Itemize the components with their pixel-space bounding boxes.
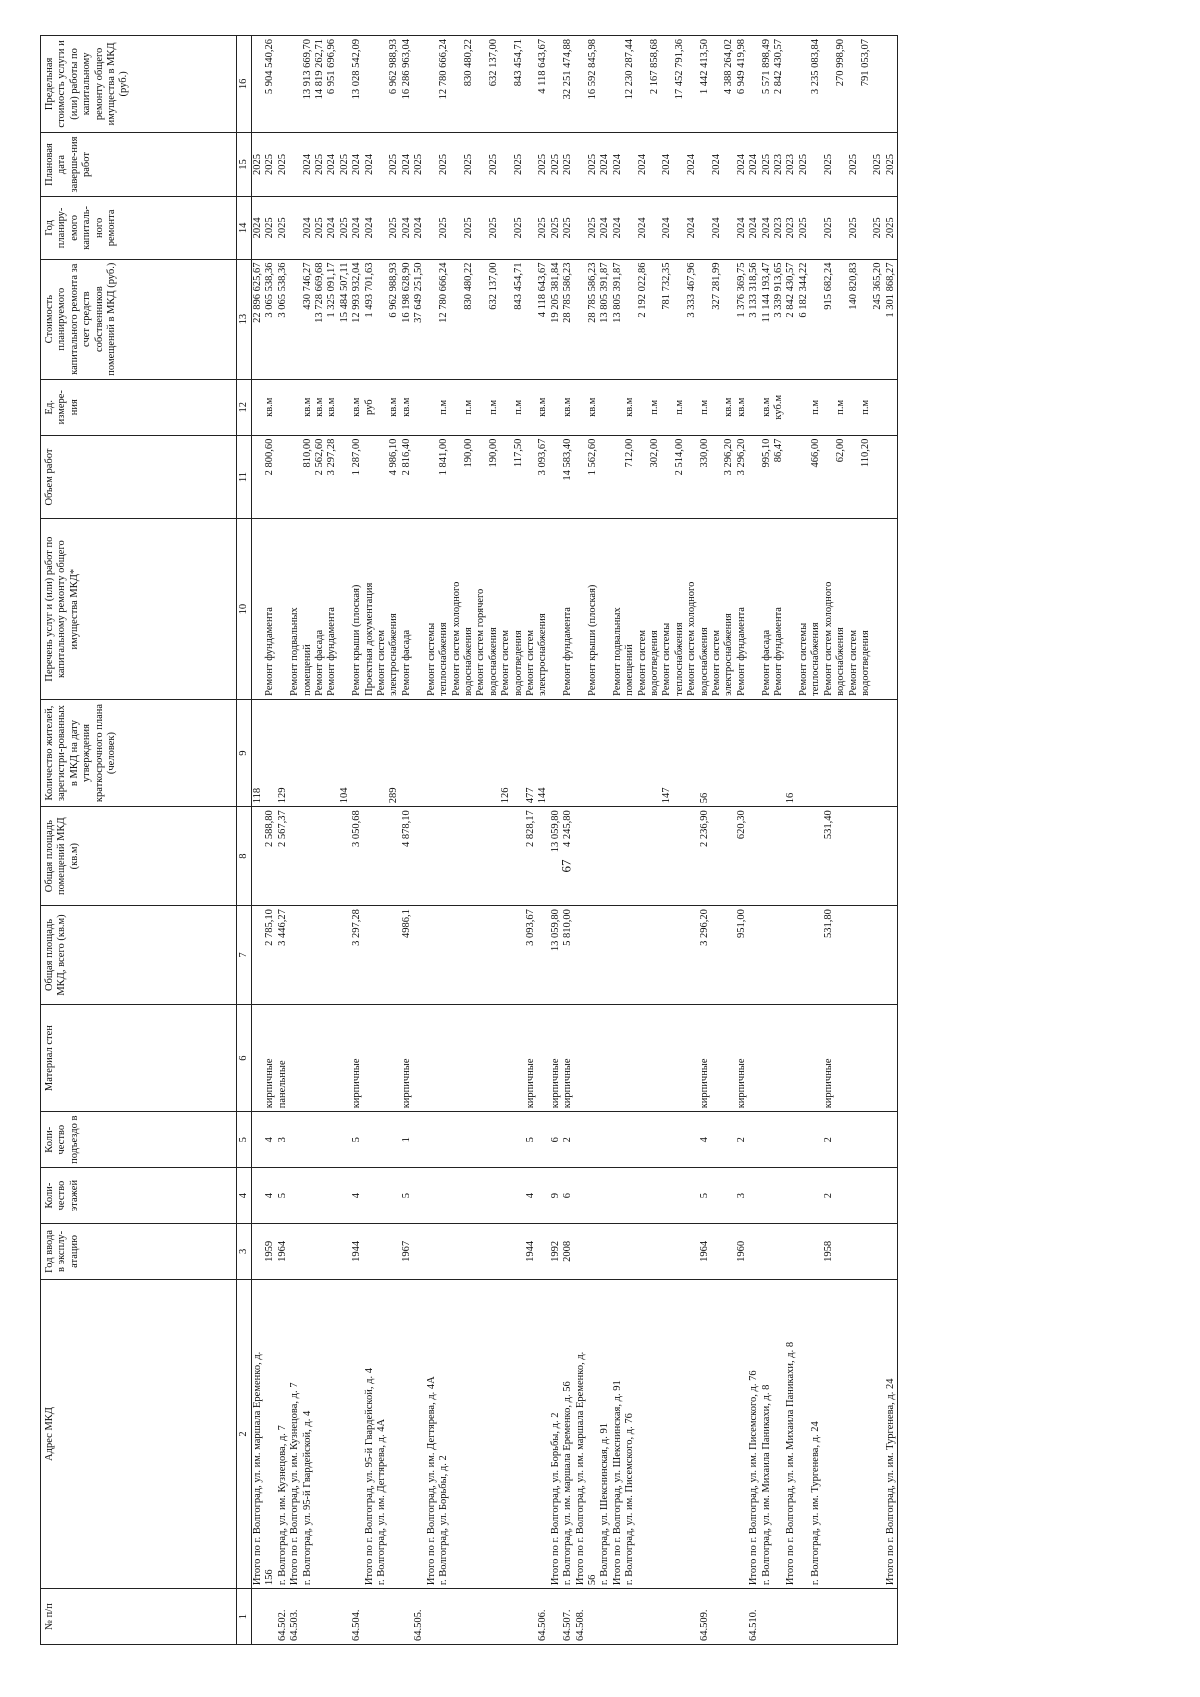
col-header-cost: Стоимость планируемого капитального ремонта за счет средств собственников помещений в МКД (руб.) [41,259,237,379]
col-header-volume: Объем работ [41,435,237,519]
rotated-register-table [40,35,1170,1645]
table-body-row [252,36,898,1645]
col-header-wall-material: Материал стен [41,1004,237,1111]
col-number: 15 [237,132,252,196]
works-list-cell: Ремонт фундамента Ремонт подвальных помещений Ремонт фасада Ремонт фундамента Ремонт крыши (плоская) Проектная документация Ремонт систем электроснабжения Ремонт фасада Ремонт системы теплоснабжения Ремонт систем холодного водоснабжения Ремонт систем горячего водоснабжения Ремонт систем водоотведения Ремонт систем электроснабжения Ремонт фундамента Ремонт крыши (плоская) Ремонт подвальных помещений Ремонт систем водоотведения Ремонт системы теплоснабжения Ремонт систем холодного водоснабжения Ремонт систем электроснабжения Ремонт фундамента Ремонт фасада Ремонт фундамента Ремонт системы теплоснабжения Ремонт систем холодного водоснабжения Ремонт систем водоотведения [252,519,898,699]
col-number: 11 [237,435,252,519]
col-header-year: Год ввода в эксплу-атацию [41,1223,237,1279]
column-number-row [237,36,252,1645]
capital-repair-table [40,35,898,1645]
premises-area-cell: 2 588,80 2 567,37 3 050,68 4 878,10 2 828,17 13 059,80 4 245,80 2 236,90 620,30 531,40 [252,807,898,906]
col-number: 8 [237,807,252,906]
col-number: 1 [237,1589,252,1645]
year-cell: 1959 1964 1944 1967 1944 1992 2008 1964 1960 1958 [252,1223,898,1279]
page-number: 67 [558,859,574,873]
wall-material-cell: кирпичные панельные кирпичные кирпичные кирпичные кирпичные кирпичные кирпичные кирпичные кирпичные [252,1004,898,1111]
col-header-works-list: Перечень услуг и (или) работ по капитальному ремонту общего имущества МКД* [41,519,237,699]
col-number: 6 [237,1004,252,1111]
col-number: 3 [237,1223,252,1279]
col-number: 16 [237,36,252,133]
col-header-end-date: Плановая дата заверше-ния работ [41,132,237,196]
col-number: 2 [237,1279,252,1588]
col-number: 13 [237,259,252,379]
col-header-num: № п/п [41,1589,237,1645]
total-area-cell: 2 785,10 3 446,27 3 297,28 4986,1 3 093,67 13 059,80 5 810,00 3 296,20 951,00 531,80 [252,906,898,1005]
residents-cell: 118 129 104 289 126 477 144 147 56 16 [252,699,898,806]
cost-cell: 22 896 625,67 3 065 538,36 3 065 538,36 430 746,27 13 728 669,68 1 325 091,17 15 484 507,11 12 993 932,04 1 493 701,63 6 962 988,93 16 198 628,90 37 649 251,50 12 780 666,24 830 480,22 632 137,00 843 454,71 4 118 643,67 19 205 381,84 28 785 586,23 28 785 586,23 13 805 391,87 13 805 391,87 2 192 022,86 781 732,35 3 333 467,96 327 281,99 1 376 369,75 3 133 318,56 11 144 193,47 3 339 913,65 2 842 430,57 6 182 344,22 915 682,24 140 820,83 245 365,20 1 301 868,27 [252,259,898,379]
col-header-address: Адрес МКД [41,1279,237,1588]
max-cost-cell: 5 904 540,26 13 913 669,70 14 819 262,71 6 951 696,96 13 028 542,09 6 962 988,93 16 286 963,04 12 780 666,24 830 480,22 632 137,00 843 454,71 4 118 643,67 32 251 474,88 16 592 845,98 12 230 287,44 2 167 858,68 17 452 791,36 1 442 413,50 4 388 264,02 6 949 419,98 5 571 898,49 2 842 430,57 3 235 083,84 270 998,90 791 053,07 [252,36,898,133]
address-cell: Итого по г. Волгоград, ул. им. маршала Еременко, д. 156 г. Волгоград, ул. им. Кузнецова, д. 7 Итого по г. Волгоград, ул. им. Кузнецова, д. 7 г. Волгоград, ул. 95-й Гвардейской, д. 4 Итого по г. Волгоград, ул. 95-й Гвардейской, д. 4 г. Волгоград, ул. им. Дегтярева, д. 4А Итого по г. Волгоград, ул. им. Дегтярева, д. 4А г. Волгоград, ул. Борьбы, д. 2 Итого по г. Волгоград, ул. Борьбы, д. 2 г. Волгоград, ул. им. маршала Еременко, д. 56 Итого по г. Волгоград, ул. им. маршала Еременко, д. 56 г. Волгоград, ул. Шекснинская, д. 91 Итого по г. Волгоград, ул. Шекснинская, д. 91 г. Волгоград, ул. им. Писемского, д. 76 Итого по г. Волгоград, ул. им. Писемского, д. 76 г. Волгоград, ул. им. Михаила Паникахи, д. 8 Итого по г. Волгоград, ул. им. Михаила Паникахи, д. 8 г. Волгоград, ул. им. Тургенева, д. 24 Итого по г. Волгоград, ул. им. Тургенева, д. 24 [252,1279,898,1588]
col-number: 14 [237,197,252,259]
col-number: 12 [237,379,252,435]
col-header-floors: Коли-чество этажей [41,1168,237,1224]
entrances-cell: 4 3 5 1 5 6 2 4 2 2 [252,1112,898,1168]
header-row [41,36,237,1645]
row-number-cell: 64.502. 64.503. 64.504. 64.505. 64.506. 64.507. 64.508. 64.509. 64.510. [252,1589,898,1645]
col-header-plan-year: Год планиру-емого капиталь-ного ремонта [41,197,237,259]
col-header-entrances: Коли-чество подъездо в [41,1112,237,1168]
col-header-total-area: Общая площадь МКД, всего (кв.м) [41,906,237,1005]
col-number: 7 [237,906,252,1005]
col-number: 10 [237,519,252,699]
col-header-residents: Количество жителей, зарегистри-рованных в МКД на дату утверждения краткосрочного плана (человек) [41,699,237,806]
col-header-unit: Ед. измере-ния [41,379,237,435]
col-header-max-cost: Предельная стоимость услуги и (или) работы по капитальному ремонту общего имущества в МКД (руб.) [41,36,237,133]
col-number: 5 [237,1112,252,1168]
floors-cell: 4 5 4 5 4 9 6 5 3 2 [252,1168,898,1224]
end-date-cell: 2025 2025 2025 2024 2025 2024 2025 2024 2024 2025 2024 2025 2025 2025 2025 2025 2025 2025 2025 2025 2024 2024 2024 2024 2024 2024 2024 2024 2025 2023 2023 2025 2025 2025 2025 2025 [252,132,898,196]
col-number: 4 [237,1168,252,1224]
col-header-premises-area: Общая площадь помещений МКД (кв.м) [41,807,237,906]
unit-cell: кв.м кв.м кв.м кв.м кв.м руб кв.м кв.м п.м п.м п.м п.м кв.м кв.м кв.м кв.м п.м п.м п.м кв.м кв.м кв.м куб.м п.м п.м п.м [252,379,898,435]
plan-year-cell: 2024 2025 2025 2024 2025 2024 2025 2024 2024 2025 2024 2024 2025 2025 2025 2025 2025 2025 2025 2025 2024 2024 2024 2024 2024 2024 2024 2024 2024 2023 2023 2025 2025 2025 2025 2025 [252,197,898,259]
volume-cell: 2 800,60 810,00 2 562,60 3 297,28 1 287,00 4 986,10 2 816,40 1 841,00 190,00 190,00 117,50 3 093,67 14 583,40 1 562,60 712,00 302,00 2 514,00 330,00 3 296,20 3 296,20 995,10 86,47 466,00 62,00 110,20 [252,435,898,519]
col-number: 9 [237,699,252,806]
